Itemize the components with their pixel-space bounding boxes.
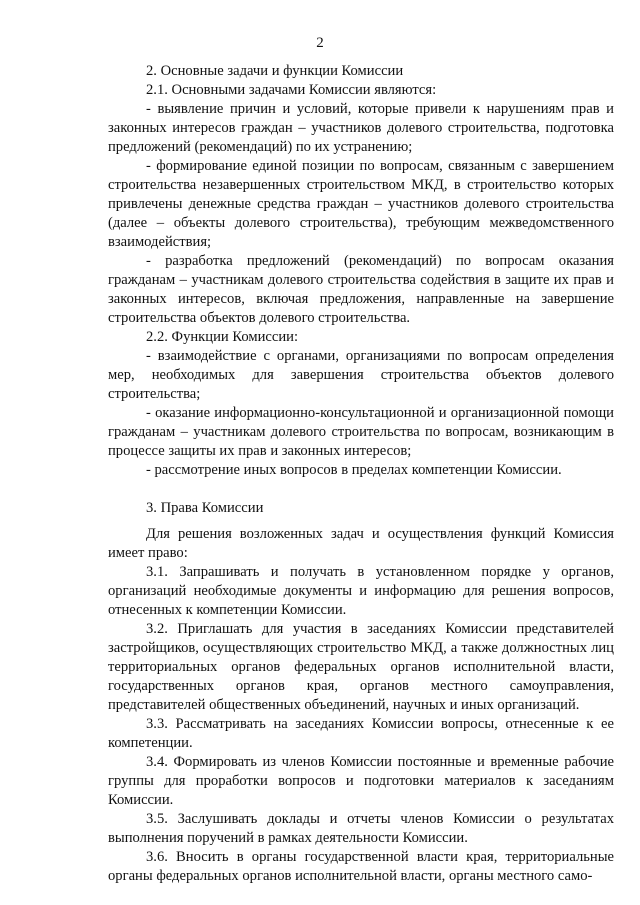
right-item: 3.4. Формировать из членов Комиссии постоянные и временные рабочие группы для проработки вопросов и подготовки материалов к заседаниям Комиссии. bbox=[108, 754, 614, 808]
page-number: 2 bbox=[316, 35, 324, 51]
section-3-heading: 3. Права Комиссии bbox=[146, 500, 264, 516]
right-item: 3.1. Запрашивать и получать в установленном порядке у органов, организаций необходимые документы и информацию для решения вопросов, отнесенных к компетенции Комиссии. bbox=[108, 564, 614, 618]
function-item: - взаимодействие с органами, организациями по вопросам определения мер, необходимых для завершения строительства объектов долевого строительства; bbox=[108, 348, 614, 402]
function-item: - рассмотрение иных вопросов в пределах компетенции Комиссии. bbox=[146, 462, 562, 478]
subsection-2-1-title: 2.1. Основными задачами Комиссии являются: bbox=[146, 82, 437, 98]
section-gap bbox=[108, 518, 614, 525]
section-3-intro: Для решения возложенных задач и осуществления функций Комиссия имеет право: bbox=[108, 526, 614, 561]
section-2-heading: 2. Основные задачи и функции Комиссии bbox=[146, 63, 404, 79]
document-body bbox=[108, 62, 614, 886]
subsection-2-2-title: 2.2. Функции Комиссии: bbox=[146, 329, 299, 345]
right-item: 3.5. Заслушивать доклады и отчеты членов Комиссии о результатах выполнения поручений в рамках деятельности Комиссии. bbox=[108, 811, 614, 846]
right-item: 3.3. Рассматривать на заседаниях Комиссии вопросы, отнесенные к ее компетенции. bbox=[108, 716, 614, 751]
right-item: 3.6. Вносить в органы государственной власти края, территориальные органы федеральных органов исполнительной власти, органы местного само- bbox=[108, 849, 614, 884]
right-item: 3.2. Приглашать для участия в заседаниях Комиссии представителей застройщиков, осуществляющих строительство МКД, а также должностных лиц территориальных органов федеральных органов исполнительной власти, государственных органов края, органов местного самоуправления, представителей общественных объединений, научных и иных организаций. bbox=[108, 621, 614, 713]
section-gap bbox=[108, 480, 614, 499]
function-item: - оказание информационно-консультационной и организационной помощи гражданам – участникам долевого строительства по вопросам, возникающим в процессе защиты их прав и законных интересов; bbox=[108, 405, 614, 459]
task-item: - разработка предложений (рекомендаций) по вопросам оказания гражданам – участникам долевого строительства содействия в защите их прав и законных интересов, включая предложения, направленные на завершение строительства объектов долевого строительства. bbox=[108, 253, 614, 326]
task-item: - формирование единой позиции по вопросам, связанным с завершением строительства незавершенных строительством МКД, в строительство которых привлечены денежные средства граждан – участников долевого строительства (далее – объекты долевого строительства), требующим межведомственного взаимодействия; bbox=[108, 158, 614, 250]
task-item: - выявление причин и условий, которые привели к нарушениям прав и законных интересов граждан – участников долевого строительства, подготовка предложений (рекомендаций) по их устранению; bbox=[108, 101, 614, 155]
